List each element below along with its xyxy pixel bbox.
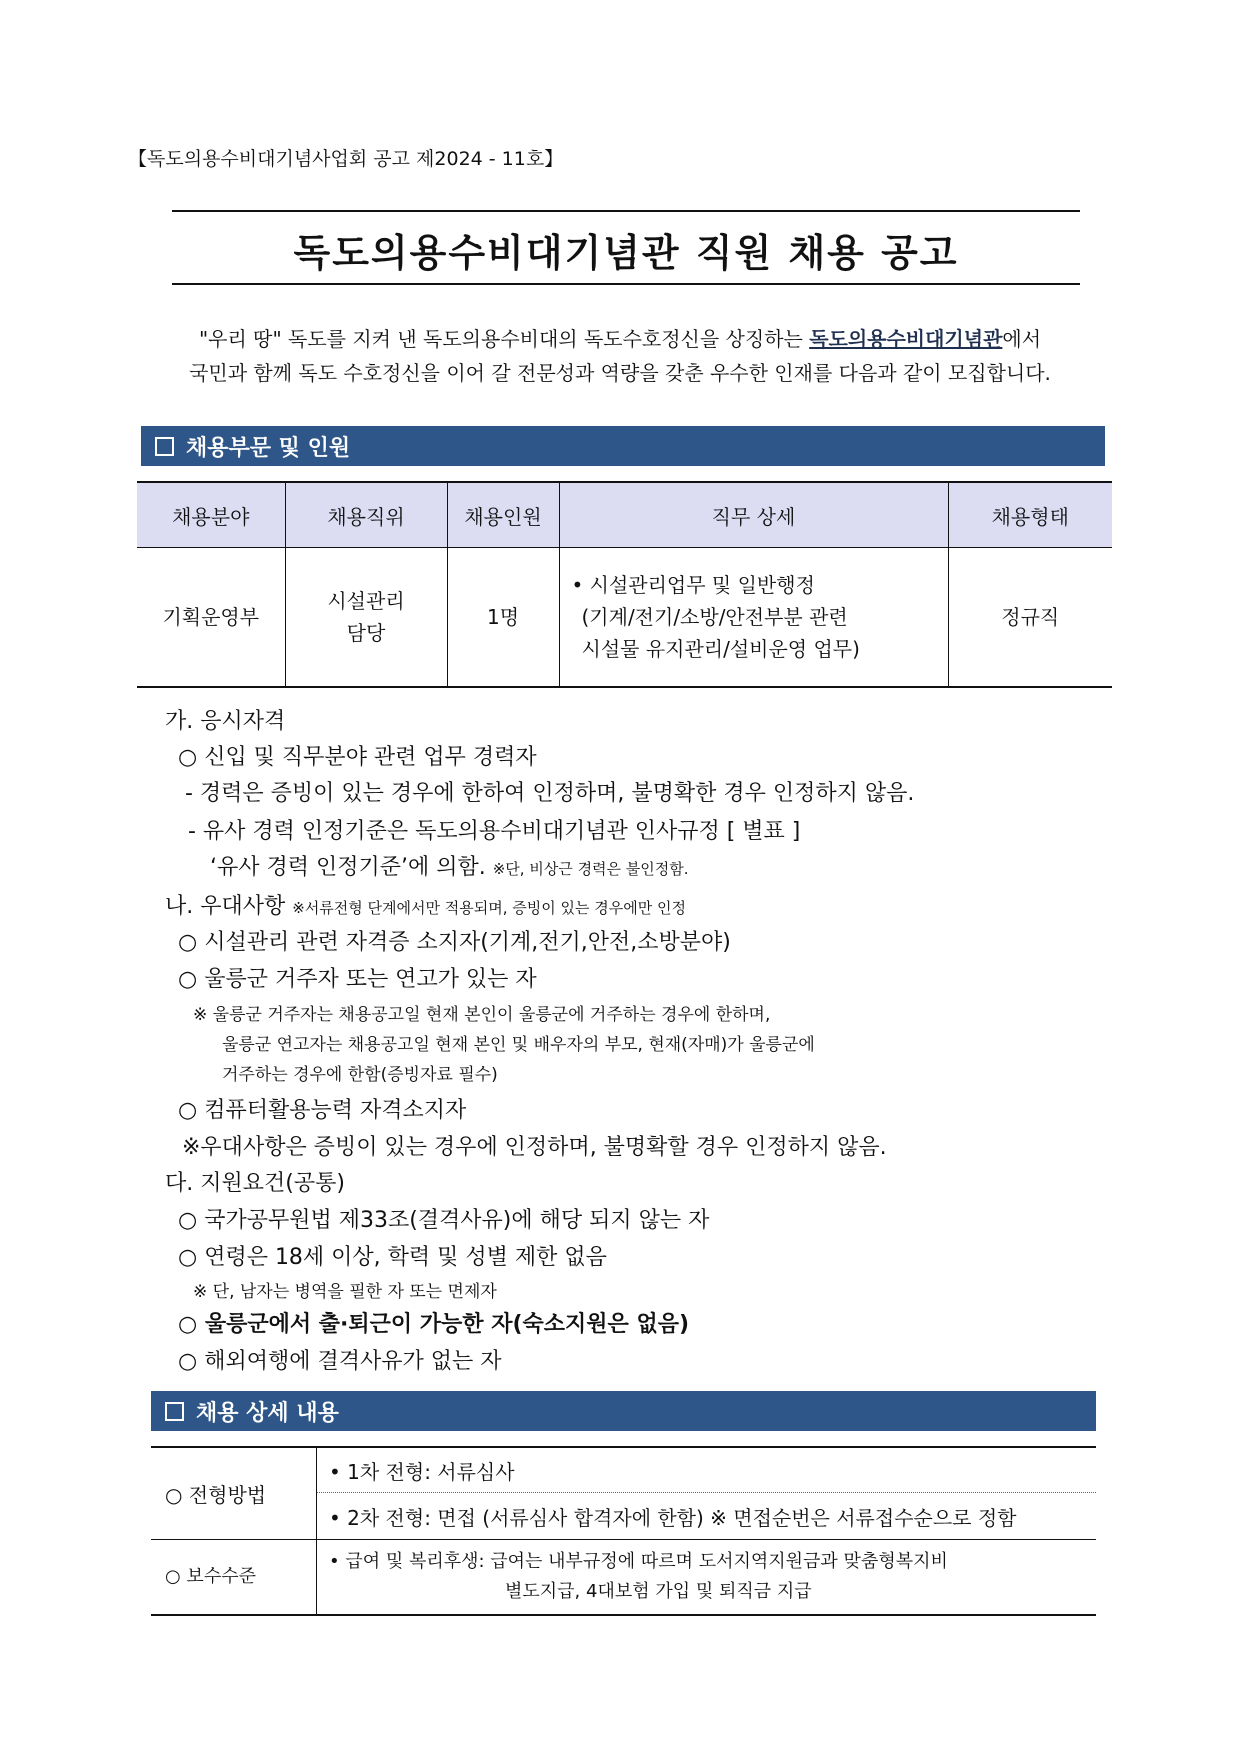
position-line-1: 시설관리 <box>327 589 405 613</box>
square-icon <box>155 437 174 456</box>
pay-cell <box>317 1540 1097 1616</box>
qual-na-note-3: 거주하는 경우에 한함(증빙자료 필수) <box>222 1065 498 1085</box>
cell-position <box>285 548 447 688</box>
qual-na-title: 나. 우대사항 <box>165 894 286 919</box>
qual-ga-dash-2: - 유사 경력 인정기준은 독도의용수비대기념관 인사규정 [ 별표 ] <box>188 819 801 844</box>
qual-ga-dash-2b-text: ‘유사 경력 인정기준’에 의함. <box>210 855 486 880</box>
cell-count: 1명 <box>447 548 559 688</box>
table-row <box>137 548 1112 688</box>
pay-line-2: 별도지급, 4대보험 가입 및 퇴직금 지급 <box>505 1581 812 1602</box>
detail-table <box>151 1446 1096 1616</box>
cell-type: 정규직 <box>948 548 1112 688</box>
title-bottom-rule <box>172 283 1080 285</box>
qual-na-footnote: ※우대사항은 증빙이 있는 경우에 인정하며, 불명확할 경우 인정하지 않음. <box>182 1135 887 1160</box>
pay-line-1: • 급여 및 복리후생: 급여는 내부규정에 따르며 도서지역지원금과 맞춤형복지비 <box>329 1551 948 1572</box>
qual-na-item-2: ○ 울릉군 거주자 또는 연고가 있는 자 <box>178 967 537 992</box>
cell-field: 기획운영부 <box>137 548 285 688</box>
detail-line-2: (기계/전기/소방/안전부분 관련 <box>581 605 848 629</box>
qual-da-item-2: ○ 연령은 18세 이상, 학력 및 성별 제한 없음 <box>178 1245 607 1270</box>
table-row <box>151 1447 1096 1493</box>
section-detail-title: 채용 상세 내용 <box>196 1400 339 1426</box>
notice-number: 【독도의용수비대기념사업회 공고 제2024 - 11호】 <box>128 148 564 170</box>
qual-da-note: ※ 단, 남자는 병역을 필한 자 또는 면제자 <box>193 1282 497 1302</box>
square-icon <box>165 1402 184 1421</box>
section-detail-header <box>151 1391 1096 1431</box>
table-row <box>151 1540 1096 1616</box>
title-top-rule <box>172 210 1080 212</box>
intro-line1-pre: "우리 땅" 독도를 지켜 낸 독도의용수비대의 독도수호정신을 상징하는 <box>198 327 810 351</box>
detail-line-3: 시설물 유지관리/설비운영 업무) <box>581 637 860 661</box>
qual-ga-dash-2b <box>210 850 689 881</box>
header-field: 채용분야 <box>137 482 285 548</box>
qual-da-item-3: ○ 울릉군에서 출·퇴근이 가능한 자(숙소지원은 없음) <box>178 1312 690 1337</box>
method-1: • 1차 전형: 서류심사 <box>317 1447 1097 1493</box>
qual-da-title: 다. 지원요건(공통) <box>165 1171 345 1196</box>
header-count: 채용인원 <box>447 482 559 548</box>
label-method: ○ 전형방법 <box>151 1447 317 1540</box>
page-title: 독도의용수비대기념관 직원 채용 공고 <box>293 231 959 275</box>
table-header-row <box>137 482 1112 548</box>
qual-ga-dash-1: - 경력은 증빙이 있는 경우에 한하여 인정하며, 불명확한 경우 인정하지 않음. <box>185 781 915 806</box>
qual-ga-item-1: ○ 신입 및 직무분야 관련 업무 경력자 <box>178 745 537 770</box>
qual-na-item-3: ○ 컴퓨터활용능력 자격소지자 <box>178 1098 467 1123</box>
cell-detail <box>559 548 948 688</box>
qual-da-item-1: ○ 국가공무원법 제33조(결격사유)에 해당 되지 않는 자 <box>178 1208 710 1233</box>
intro-highlight: 독도의용수비대기념관 <box>809 327 1003 351</box>
intro-line-2: 국민과 함께 독도 수호정신을 이어 갈 전문성과 역량을 갖춘 우수한 인재를 다음과 같이 모집합니다. <box>189 361 1051 385</box>
qual-ga-title: 가. 응시자격 <box>165 709 286 734</box>
qual-na-note-2: 울릉군 연고자는 채용공고일 현재 본인 및 배우자의 부모, 현재(자매)가 울릉군에 <box>222 1035 815 1055</box>
qual-na-title-note: ※서류전형 단계에서만 적용되며, 증빙이 있는 경우에만 인정 <box>292 899 686 917</box>
qual-na-note-1: ※ 울릉군 거주자는 채용공고일 현재 본인이 울릉군에 거주하는 경우에 한하며, <box>193 1005 771 1025</box>
header-detail: 직무 상세 <box>559 482 948 548</box>
qual-na-item-1: ○ 시설관리 관련 자격증 소지자(기계,전기,안전,소방분야) <box>178 930 731 955</box>
intro-line1-post: 에서 <box>1002 327 1042 351</box>
header-type: 채용형태 <box>948 482 1112 548</box>
label-pay: ○ 보수수준 <box>151 1540 317 1616</box>
qual-ga-dash-2b-note: ※단, 비상근 경력은 불인정함. <box>492 860 689 878</box>
header-position: 채용직위 <box>285 482 447 548</box>
detail-line-1: • 시설관리업무 및 일반행정 <box>571 573 815 597</box>
method-2: • 2차 전형: 면접 (서류심사 합격자에 한함) ※ 면접순번은 서류접수순으로 정함 <box>317 1493 1097 1540</box>
recruitment-table <box>137 481 1112 688</box>
qual-na-title-line <box>165 889 686 920</box>
position-line-2: 담당 <box>346 621 386 645</box>
intro-line-1 <box>130 322 1110 356</box>
section-recruitment-header <box>141 426 1105 466</box>
section-recruitment-title: 채용부문 및 인원 <box>186 435 351 461</box>
qual-da-item-4: ○ 해외여행에 결격사유가 없는 자 <box>178 1349 502 1374</box>
